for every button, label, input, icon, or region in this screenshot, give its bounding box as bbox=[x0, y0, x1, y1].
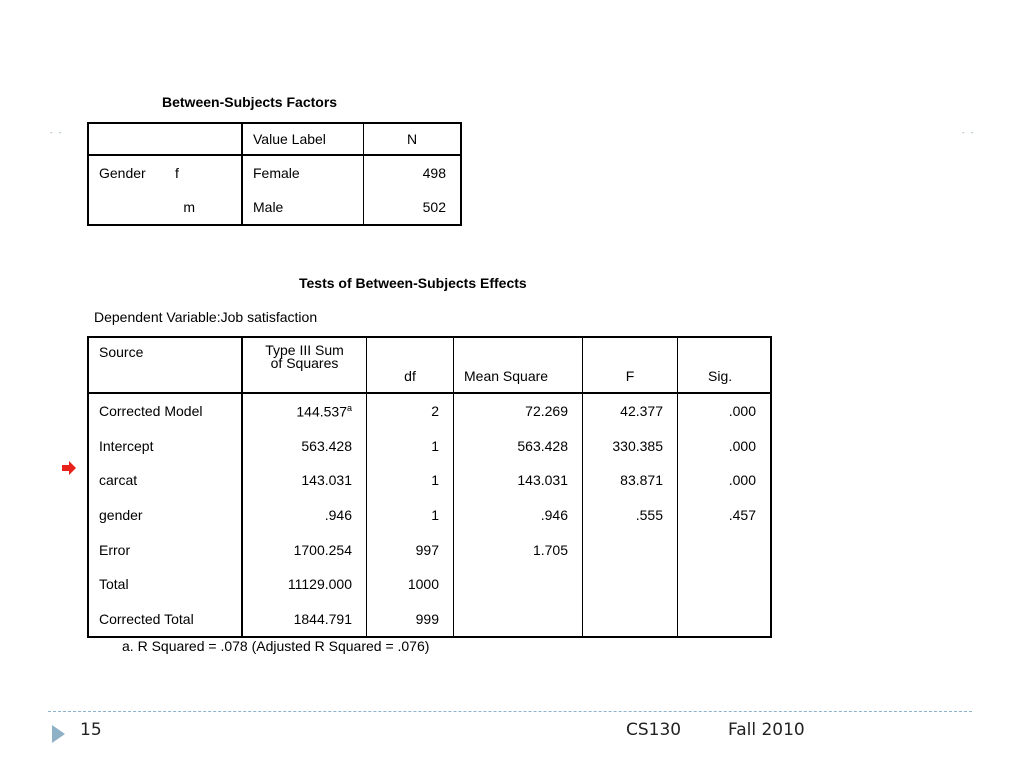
ss-value: 144.537$^a$ bbox=[242, 393, 367, 429]
source-label: Error bbox=[88, 532, 242, 567]
ms-value bbox=[454, 567, 583, 602]
sig-value bbox=[678, 567, 772, 602]
df-value: 999 bbox=[367, 602, 454, 638]
header-df: df bbox=[367, 337, 454, 393]
f-value: 42.377 bbox=[583, 393, 678, 429]
df-value: 997 bbox=[367, 532, 454, 567]
source-label: gender bbox=[88, 498, 242, 533]
table-row bbox=[88, 429, 771, 464]
header-mean-square: Mean Square bbox=[454, 337, 583, 393]
df-value: 1000 bbox=[367, 567, 454, 602]
header-f: F bbox=[583, 337, 678, 393]
ss-value: 143.031 bbox=[242, 463, 367, 498]
sig-value: .457 bbox=[678, 498, 772, 533]
source-label: Total bbox=[88, 567, 242, 602]
sig-value bbox=[678, 532, 772, 567]
source-label: Corrected Total bbox=[88, 602, 242, 638]
value-label: Female bbox=[242, 155, 364, 190]
f-value bbox=[583, 567, 678, 602]
sig-value: .000 bbox=[678, 393, 772, 429]
count-value: 498 bbox=[364, 155, 462, 190]
ms-value: 1.705 bbox=[454, 532, 583, 567]
f-value bbox=[583, 602, 678, 638]
table-header-row bbox=[88, 337, 771, 393]
sig-value: .000 bbox=[678, 429, 772, 464]
table-row bbox=[88, 190, 461, 225]
table-row bbox=[88, 532, 771, 567]
df-value: 1 bbox=[367, 463, 454, 498]
header-n: N bbox=[364, 123, 462, 155]
ss-value: 1700.254 bbox=[242, 532, 367, 567]
ms-value bbox=[454, 602, 583, 638]
ss-value: .946 bbox=[242, 498, 367, 533]
ms-value: 563.428 bbox=[454, 429, 583, 464]
header-source: Source bbox=[88, 337, 242, 393]
course-label: CS130 bbox=[626, 720, 682, 740]
between-subjects-factors-table bbox=[87, 122, 462, 226]
header-sum-of-squares: Type III Sum of Squares bbox=[242, 337, 367, 393]
table-row bbox=[88, 155, 461, 190]
count-value: 502 bbox=[364, 190, 462, 225]
factor-code: m bbox=[183, 199, 195, 215]
between-subjects-effects-table bbox=[87, 336, 772, 638]
effects-title: Tests of Between-Subjects Effects bbox=[299, 275, 527, 291]
footer-divider bbox=[48, 711, 972, 712]
table-footnote: a. R Squared = .078 (Adjusted R Squared = .076) bbox=[122, 638, 430, 654]
red-arrow-icon bbox=[62, 461, 76, 475]
f-value: 83.871 bbox=[583, 463, 678, 498]
factor-name: Gender bbox=[99, 165, 146, 181]
f-value bbox=[583, 532, 678, 567]
sig-value bbox=[678, 602, 772, 638]
factor-code: f bbox=[175, 165, 179, 181]
term-label: Fall 2010 bbox=[728, 720, 805, 740]
df-value: 1 bbox=[367, 429, 454, 464]
sig-value: .000 bbox=[678, 463, 772, 498]
df-value: 1 bbox=[367, 498, 454, 533]
dependent-variable-label: Dependent Variable:Job satisfaction bbox=[94, 309, 318, 325]
f-value: .555 bbox=[583, 498, 678, 533]
f-value: 330.385 bbox=[583, 429, 678, 464]
source-label: Intercept bbox=[88, 429, 242, 464]
ms-value: .946 bbox=[454, 498, 583, 533]
value-label: Male bbox=[242, 190, 364, 225]
table-row bbox=[88, 463, 771, 498]
table-row bbox=[88, 498, 771, 533]
page-number: 15 bbox=[80, 720, 102, 740]
ms-value: 72.269 bbox=[454, 393, 583, 429]
df-value: 2 bbox=[367, 393, 454, 429]
ms-value: 143.031 bbox=[454, 463, 583, 498]
ss-value: 563.428 bbox=[242, 429, 367, 464]
table-row bbox=[88, 567, 771, 602]
source-label: carcat bbox=[88, 463, 242, 498]
factors-title: Between-Subjects Factors bbox=[162, 94, 338, 110]
ss-value: 11129.000 bbox=[242, 567, 367, 602]
header-sig: Sig. bbox=[678, 337, 772, 393]
header-value-label: Value Label bbox=[242, 123, 364, 155]
ss-value: 1844.791 bbox=[242, 602, 367, 638]
top-right-dash: - - bbox=[962, 128, 976, 137]
table-header-row bbox=[88, 123, 461, 155]
source-label: Corrected Model bbox=[88, 393, 242, 429]
table-row bbox=[88, 393, 771, 429]
factor-name bbox=[88, 190, 175, 225]
table-row bbox=[88, 602, 771, 638]
triangle-bullet-icon bbox=[52, 725, 65, 743]
top-left-dash: - - bbox=[50, 128, 64, 137]
footnote-marker: a bbox=[346, 402, 352, 413]
